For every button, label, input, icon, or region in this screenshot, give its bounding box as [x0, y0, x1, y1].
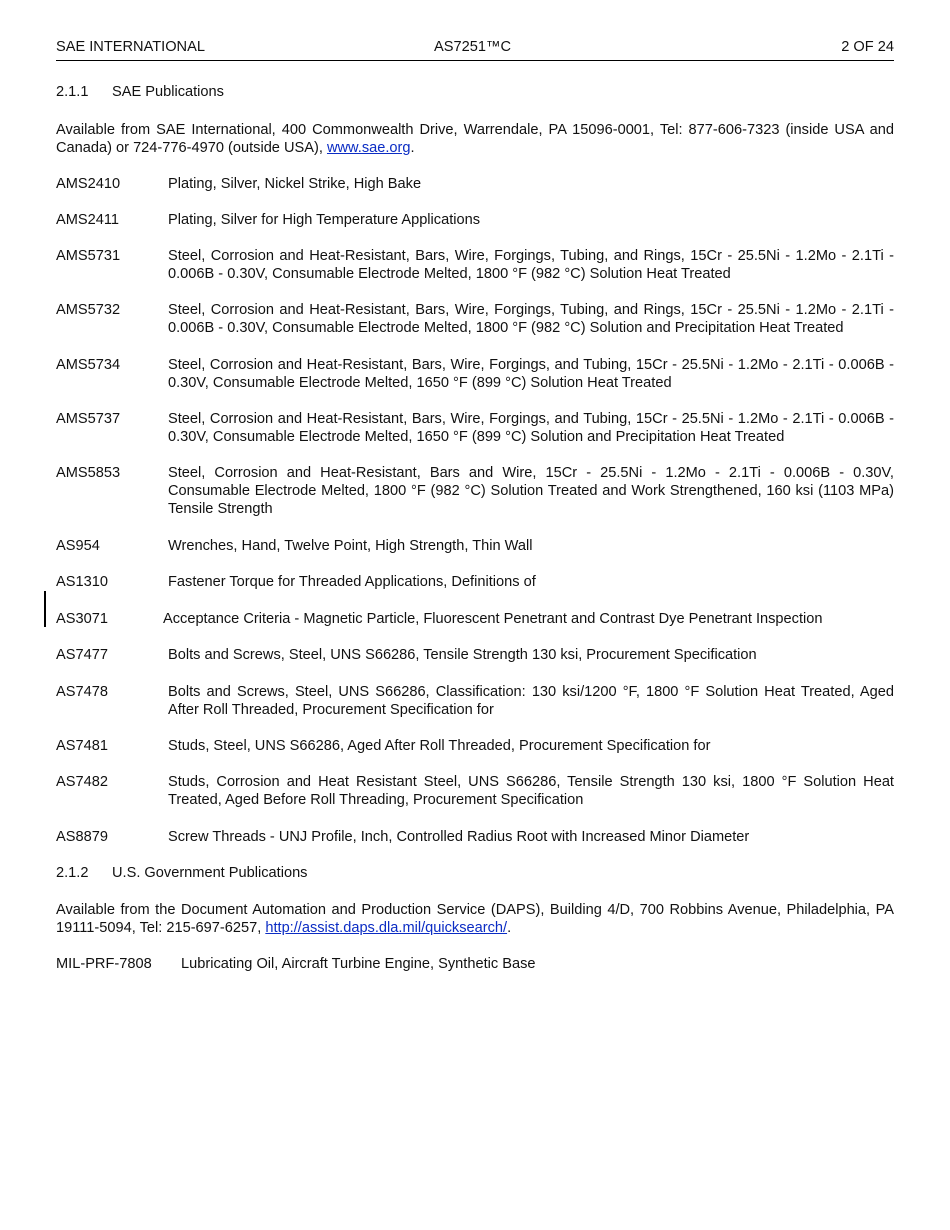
reference-title: Studs, Steel, UNS S66286, Aged After Roll Threaded, Procurement Specification for: [168, 738, 711, 754]
revision-change-bar: [44, 591, 46, 627]
reference-code: MIL-PRF-7808: [56, 956, 152, 972]
section-title: SAE Publications: [112, 84, 224, 100]
reference-entry: [56, 773, 894, 809]
reference-entry: [56, 211, 894, 229]
reference-title: Plating, Silver for High Temperature Applications: [168, 212, 481, 228]
reference-title: Bolts and Screws, Steel, UNS S66286, Classification: 130 ksi/1200 °F, 1800 °F Solution Heat Treated, Aged After Roll Threaded, Procurement Specification for: [168, 684, 894, 718]
reference-code: AMS5731: [56, 248, 121, 264]
header-org: SAE INTERNATIONAL: [56, 39, 205, 55]
reference-code: AS954: [56, 538, 100, 554]
reference-code: AS7481: [56, 738, 108, 754]
reference-entry: [56, 646, 894, 664]
sae-website-link[interactable]: www.sae.org: [326, 140, 411, 156]
section-number: 2.1.2: [56, 865, 89, 881]
reference-entry: [56, 683, 894, 719]
reference-title: Plating, Silver, Nickel Strike, High Bake: [168, 176, 422, 192]
reference-code: AMS5853: [56, 465, 121, 481]
gov-availability-paragraph: [56, 901, 894, 937]
reference-code: AS1310: [56, 574, 108, 590]
availability-text: Available from SAE International, 400 Commonwealth Drive, Warrendale, PA 15096-0001, Tel: 877-606-7323 (inside USA and Canada) or 724-776-4970 (outside USA),: [56, 122, 894, 156]
section-heading-sae: [56, 83, 224, 101]
reference-entry: [56, 955, 894, 973]
reference-entry: [56, 464, 894, 518]
section-title: U.S. Government Publications: [112, 865, 308, 881]
reference-title: Fastener Torque for Threaded Applications, Definitions of: [168, 574, 536, 590]
header-page-number: 2 OF 24: [841, 39, 894, 55]
reference-title: Bolts and Screws, Steel, UNS S66286, Tensile Strength 130 ksi, Procurement Specification: [168, 647, 757, 663]
reference-title: Steel, Corrosion and Heat-Resistant, Bars, Wire, Forgings, Tubing, and Rings, 15Cr - 25.5Ni - 1.2Mo - 2.1Ti - 0.006B - 0.30V, Consumable Electrode Melted, 1800 °F (982 °C) Solution and Precipitation Heat Treated: [168, 302, 894, 336]
reference-title: Acceptance Criteria - Magnetic Particle, Fluorescent Penetrant and Contrast Dye Penetrant Inspection: [163, 611, 823, 627]
section-number: 2.1.1: [56, 84, 89, 100]
reference-code: AMS5732: [56, 302, 121, 318]
reference-code: AMS2410: [56, 176, 121, 192]
reference-code: AS8879: [56, 829, 108, 845]
reference-code: AS7482: [56, 774, 108, 790]
reference-code: AS3071: [56, 611, 108, 627]
reference-entry: [56, 301, 894, 337]
assist-quicksearch-link[interactable]: http://assist.daps.dla.mil/quicksearch/: [265, 920, 508, 936]
reference-title: Lubricating Oil, Aircraft Turbine Engine, Synthetic Base: [181, 956, 536, 972]
reference-title: Screw Threads - UNJ Profile, Inch, Controlled Radius Root with Increased Minor Diameter: [168, 829, 750, 845]
reference-entry: [56, 175, 894, 193]
reference-title: Steel, Corrosion and Heat-Resistant, Bars, Wire, Forgings, and Tubing, 15Cr - 25.5Ni - 1.2Mo - 2.1Ti - 0.006B - 0.30V, Consumable Electrode Melted, 1650 °F (899 °C) Solution Heat Treated: [168, 357, 894, 391]
page-header: [56, 0, 894, 61]
reference-title: Steel, Corrosion and Heat-Resistant, Bars, Wire, Forgings, and Tubing, 15Cr - 25.5Ni - 1.2Mo - 2.1Ti - 0.006B - 0.30V, Consumable Electrode Melted, 1650 °F (899 °C) Solution and Precipitation Heat Treated: [168, 411, 894, 445]
reference-code: AMS2411: [56, 212, 120, 228]
reference-code: AMS5734: [56, 357, 121, 373]
reference-entry: [56, 737, 894, 755]
reference-code: AS7477: [56, 647, 108, 663]
reference-entry: [56, 247, 894, 283]
sae-availability-paragraph: [56, 121, 894, 157]
header-doc-id: AS7251™C: [434, 39, 512, 55]
reference-entry: [56, 573, 894, 591]
reference-entry: [56, 537, 894, 555]
availability-text: Available from the Document Automation and Production Service (DAPS), Building 4/D, 700 Robbins Avenue, Philadelphia, PA 19111-5094, Tel: 215-697-6257,: [56, 902, 894, 936]
trailing-period: .: [507, 920, 512, 936]
reference-code: AMS5737: [56, 411, 121, 427]
reference-entry: [56, 610, 894, 628]
section-heading-government: [56, 864, 307, 882]
reference-title: Steel, Corrosion and Heat-Resistant, Bars and Wire, 15Cr - 25.5Ni - 1.2Mo - 2.1Ti - 0.006B - 0.30V, Consumable Electrode Melted, 1800 °F (982 °C) Solution Treated and Work Strengthened, 160 ksi (1103 MPa) Tensile Strength: [168, 465, 894, 517]
document-page: [56, 0, 894, 972]
reference-title: Studs, Corrosion and Heat Resistant Steel, UNS S66286, Tensile Strength 130 ksi, 1800 °F Solution Heat Treated, Aged Before Roll Threading, Procurement Specification: [168, 774, 894, 808]
reference-code: AS7478: [56, 684, 108, 700]
reference-title: Steel, Corrosion and Heat-Resistant, Bars, Wire, Forgings, Tubing, and Rings, 15Cr - 25.5Ni - 1.2Mo - 2.1Ti - 0.006B - 0.30V, Consumable Electrode Melted, 1800 °F (982 °C) Solution Heat Treated: [168, 248, 894, 282]
reference-entry: [56, 828, 894, 846]
trailing-period: .: [410, 140, 415, 156]
reference-entry: [56, 356, 894, 392]
reference-title: Wrenches, Hand, Twelve Point, High Strength, Thin Wall: [168, 538, 533, 554]
reference-entry: [56, 410, 894, 446]
